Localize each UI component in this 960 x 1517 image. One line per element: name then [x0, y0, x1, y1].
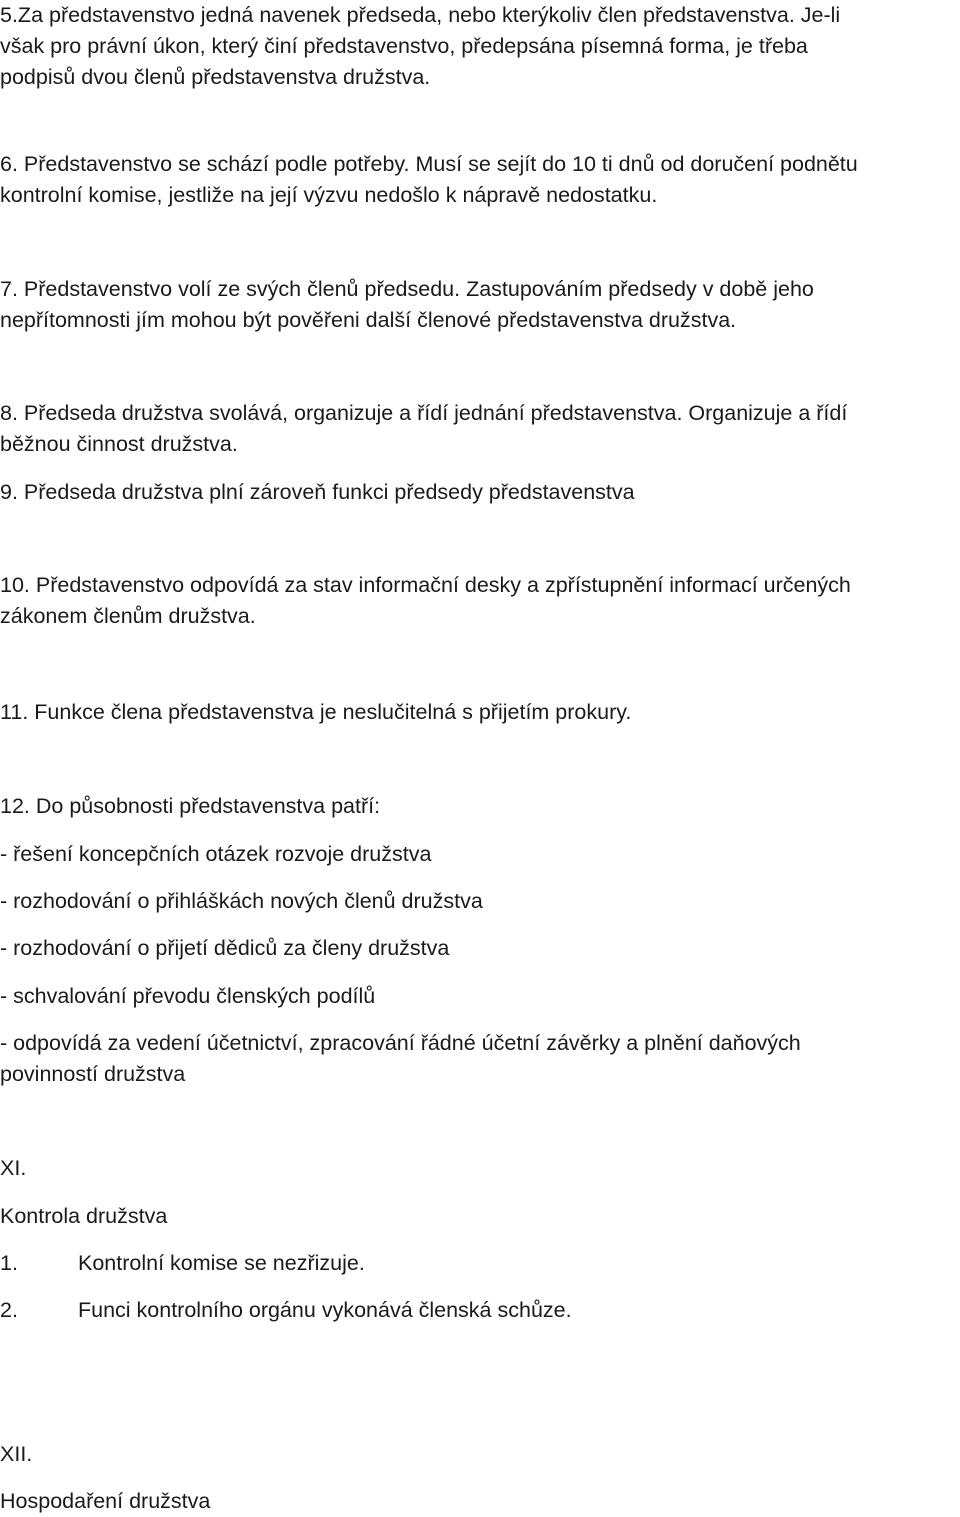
text-line: 11. Funkce člena představenstva je neslučitelná s přijetím prokury.	[0, 700, 632, 724]
text-line: 7. Představenstvo volí ze svých členů předsedu. Zastupováním předsedy v době jeho	[0, 277, 814, 301]
paragraph-10	[0, 570, 960, 632]
text-line: 6. Představenstvo se schází podle potřeby. Musí se sejít do 10 ti dnů od doručení podnětu	[0, 152, 858, 176]
list-item	[0, 839, 960, 870]
text-line: 9. Předseda družstva plní zároveň funkci předsedy představenstva	[0, 480, 635, 504]
paragraph-6	[0, 149, 960, 211]
paragraph-11	[0, 697, 960, 728]
list-item	[0, 886, 960, 917]
text-line: - řešení koncepčních otázek rozvoje družstva	[0, 842, 432, 866]
paragraph-5	[0, 0, 960, 93]
numbered-item	[0, 1295, 960, 1326]
item-text: Funci kontrolního orgánu vykonává členská schůze.	[78, 1298, 572, 1322]
section-roman: XI.	[0, 1156, 27, 1180]
list-item	[0, 1028, 960, 1090]
section-roman: XII.	[0, 1442, 33, 1466]
paragraph-7	[0, 274, 960, 336]
item-number: 1.	[0, 1251, 18, 1275]
section-number	[0, 1153, 960, 1184]
paragraph-9	[0, 477, 960, 508]
text-line: zákonem členům družstva.	[0, 604, 256, 628]
text-line: - odpovídá za vedení účetnictví, zpracování řádné účetní závěrky a plnění daňových	[0, 1031, 801, 1055]
section-number	[0, 1439, 960, 1470]
numbered-item	[0, 1248, 960, 1279]
list-item	[0, 981, 960, 1012]
text-line: 10. Představenstvo odpovídá za stav informační desky a zpřístupnění informací určených	[0, 573, 851, 597]
paragraph-8	[0, 398, 960, 460]
item-number: 2.	[0, 1298, 18, 1322]
text-line: povinností družstva	[0, 1062, 186, 1086]
section-title	[0, 1201, 960, 1232]
text-line: běžnou činnost družstva.	[0, 432, 238, 456]
text-line: 12. Do působnosti představenstva patří:	[0, 794, 381, 818]
paragraph-12	[0, 791, 960, 822]
text-line: 5.Za představenstvo jedná navenek předseda, nebo kterýkoliv člen představenstva. Je-li	[0, 3, 841, 27]
list-item	[0, 933, 960, 964]
section-heading: Hospodaření družstva	[0, 1489, 211, 1513]
section-heading: Kontrola družstva	[0, 1204, 168, 1228]
text-line: podpisů dvou členů představenstva družstva.	[0, 65, 431, 89]
text-line: - rozhodování o přijetí dědiců za členy družstva	[0, 936, 450, 960]
text-line: kontrolní komise, jestliže na její výzvu nedošlo k nápravě nedostatku.	[0, 183, 658, 207]
text-line: však pro právní úkon, který činí představenstvo, předepsána písemná forma, je třeba	[0, 34, 808, 58]
text-line: 8. Předseda družstva svolává, organizuje a řídí jednání představenstva. Organizuje a řídí	[0, 401, 848, 425]
section-title	[0, 1486, 960, 1517]
text-line: nepřítomnosti jím mohou být pověřeni další členové představenstva družstva.	[0, 308, 737, 332]
text-line: - rozhodování o přihláškách nových členů družstva	[0, 889, 483, 913]
text-line: - schvalování převodu členských podílů	[0, 984, 376, 1008]
item-text: Kontrolní komise se nezřizuje.	[78, 1251, 365, 1275]
